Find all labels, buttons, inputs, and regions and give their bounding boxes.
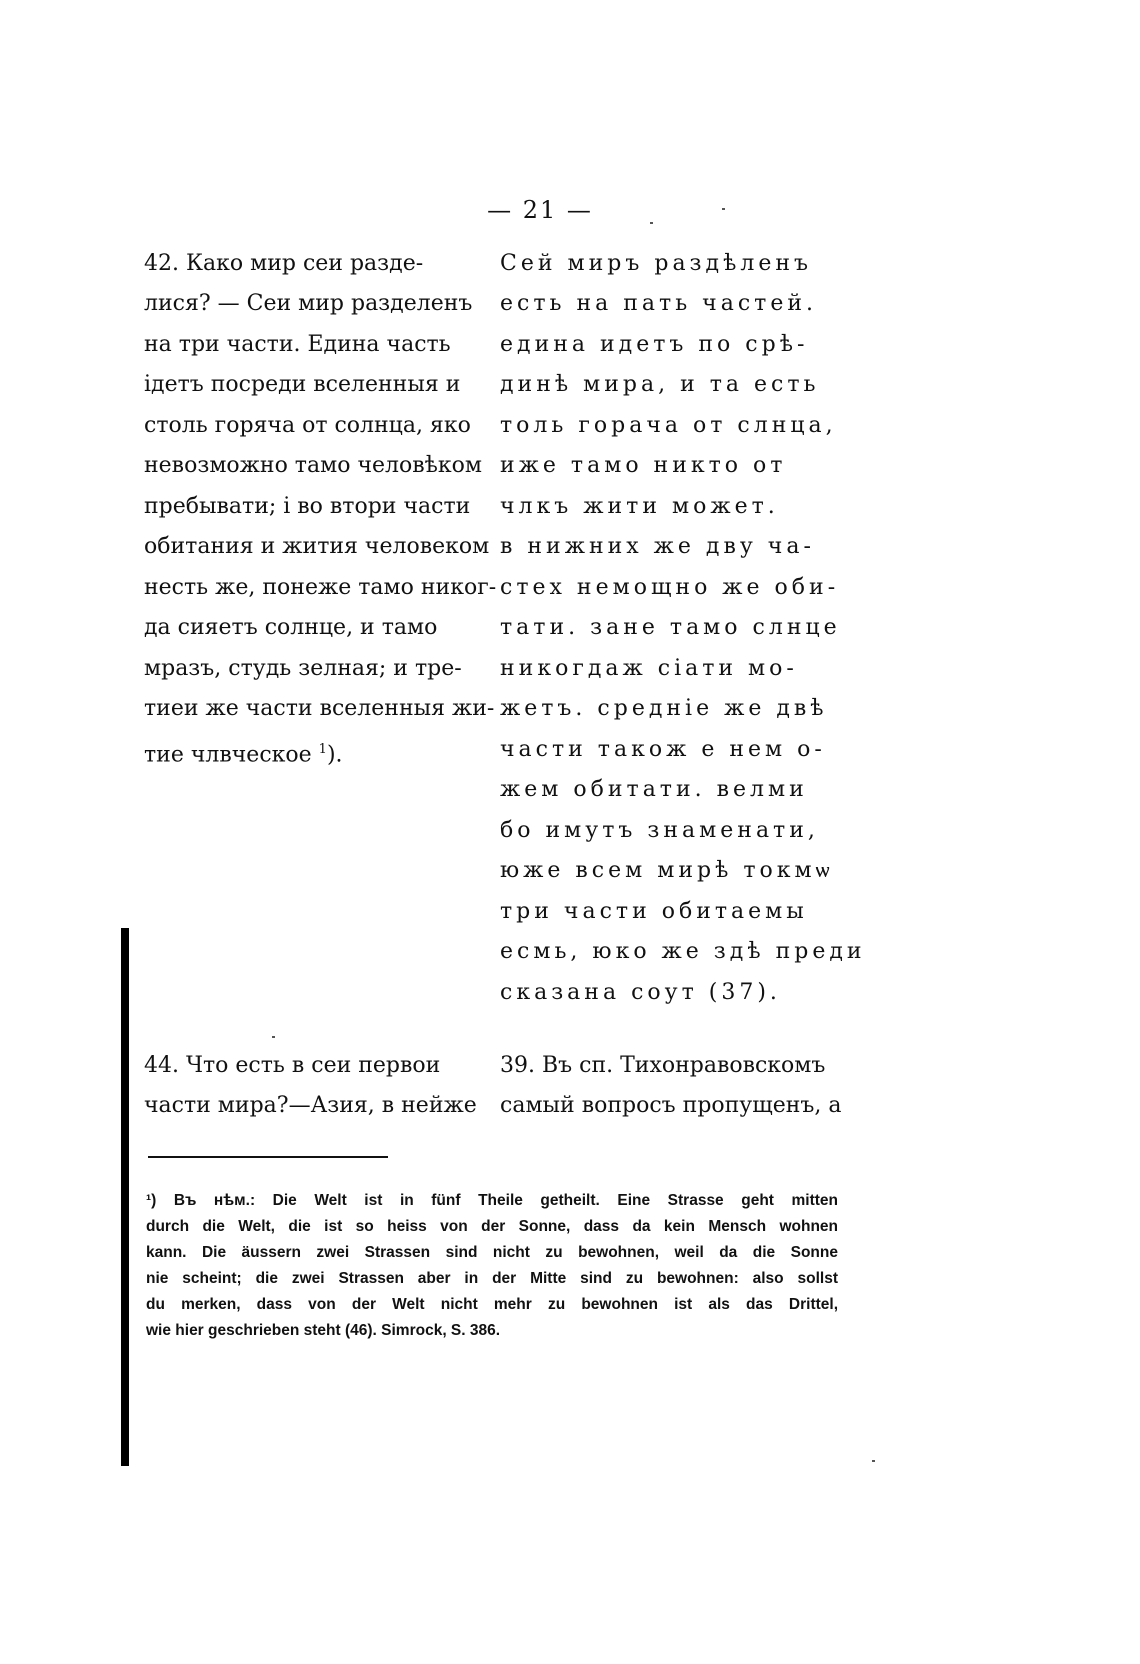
scan-speck — [650, 222, 653, 224]
page-number: — 21 — — [487, 196, 593, 224]
text-line: жем обитати. велми — [500, 777, 808, 802]
text-line: Сей миръ раздѣленъ — [500, 251, 813, 276]
text-line: никогдаж сіати мо- — [500, 656, 798, 681]
text-line: 39. Въ сп. Тихонравовскомъ — [500, 1053, 826, 1078]
text-line: три части обитаемы — [500, 899, 808, 924]
footnote-line: kann. Die äussern zwei Strassen sind nicht zu bewohnen, weil da die Sonne — [146, 1244, 838, 1261]
text-line: части мира?—Азия, в нейже — [144, 1093, 477, 1118]
text-line: тати. зане тамо слнце — [500, 615, 841, 640]
footnote-line: du merken, dass von der Welt nicht mehr zu bewohnen ist als das Drittel, — [146, 1296, 838, 1313]
text-line: динѣ мира, и та есть — [500, 372, 820, 397]
text-line: едина идетъ по срѣ- — [500, 332, 809, 357]
footnote-separator — [148, 1156, 388, 1158]
text-line: столь горяча от солнца, яко — [144, 413, 471, 438]
footnote-line-last: wie hier geschrieben steht (46). Simrock, S. 386. — [146, 1322, 501, 1339]
text-line: стех немощно же оби- — [500, 575, 840, 600]
text-line: самый вопросъ пропущенъ, а — [500, 1093, 842, 1118]
text-line: жетъ. среднiе же двѣ — [500, 696, 828, 721]
text-line: да сияетъ солнце, и тамо — [144, 615, 438, 640]
text-line: несть же, понеже тамо никог- — [144, 575, 497, 600]
text-line: 44. Что есть в сеи первои — [144, 1053, 441, 1078]
text-line-last: сказана соут (37). — [500, 980, 781, 1005]
text-line: тиеи же части вселенныя жи- — [144, 696, 495, 721]
text-line: члкъ жити может. — [500, 494, 779, 519]
text-line: части також е нем о- — [500, 737, 826, 762]
text-line-last — [144, 730, 343, 770]
text-line: невозможно тамо человѣком — [144, 453, 482, 478]
text-fragment: ). — [326, 742, 343, 768]
text-line: обитания и жития человеком — [144, 534, 490, 559]
scan-speck — [272, 1036, 275, 1038]
footnote-marker: 1 — [318, 742, 327, 757]
text-line: есть на пать частей. — [500, 291, 818, 316]
scan-speck — [722, 208, 725, 210]
text-line: лися? — Сеи мир разделенъ — [144, 291, 473, 316]
text-line: пребывати; і во втори части — [144, 494, 471, 519]
text-line: есмь, юко же здѣ преди — [500, 939, 866, 964]
text-line: 42. Како мир сеи разде- — [144, 251, 424, 276]
footnote-line: nie scheint; die zwei Strassen aber in der Mitte sind zu bewohnen: also sollst — [146, 1270, 838, 1287]
text-line: юже всем мирѣ токмѡ — [500, 858, 834, 883]
margin-scan-bar — [121, 928, 129, 1466]
text-line: иже тамо никто от — [500, 453, 787, 478]
text-line: мразъ, студь зелная; и тре- — [144, 656, 462, 681]
text-fragment: тие члвческое — [144, 742, 312, 768]
text-line: толь горача от слнца, — [500, 413, 837, 438]
text-line: бо имутъ знаменати, — [500, 818, 819, 843]
scan-speck — [872, 1460, 875, 1462]
footnote-line: ¹) Въ нѣм.: Die Welt ist in fünf Theile getheilt. Eine Strasse geht mitten — [146, 1192, 838, 1209]
text-line: в нижних же дву ча- — [500, 534, 815, 559]
text-line: на три части. Едина часть — [144, 332, 451, 357]
footnote-line: durch die Welt, die ist so heiss von der Sonne, dass da kein Mensch wohnen — [146, 1218, 838, 1235]
text-line: ідетъ посреди вселенныя и — [144, 372, 461, 397]
